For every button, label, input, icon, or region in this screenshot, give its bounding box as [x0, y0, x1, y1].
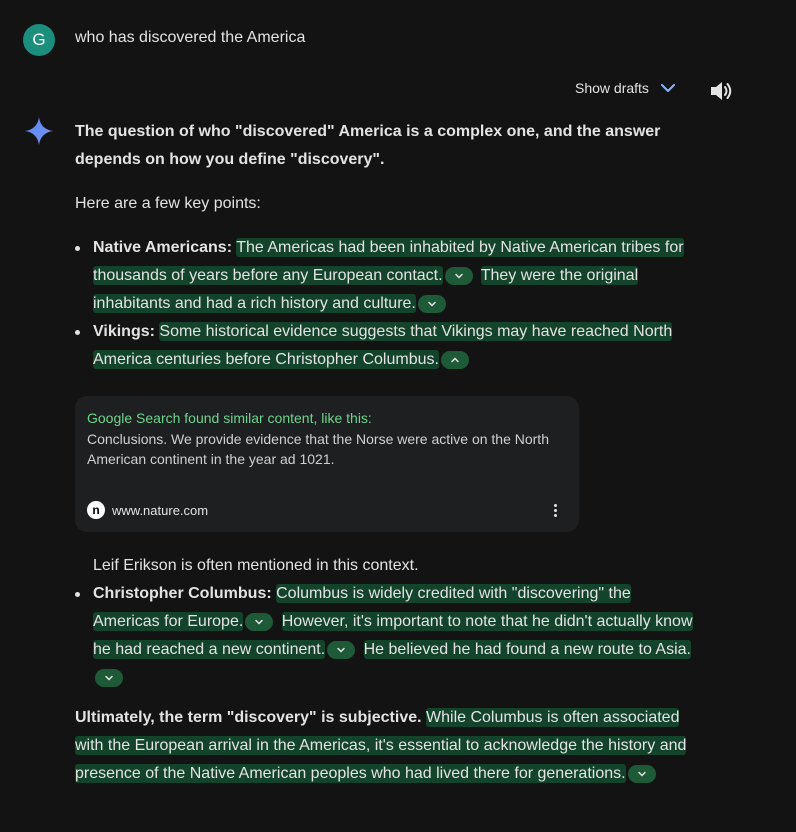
highlighted-segment[interactable]: While Columbus is often associated with the European arrival in the Americas, it's essential to acknowledge the history and presence of the Native American peoples who had lived there for generations. [75, 709, 687, 782]
chevron-up-icon [450, 355, 460, 365]
chevron-down-icon [104, 673, 114, 683]
viking-followup-text: Leif Erikson is often mentioned in this context. [93, 557, 419, 574]
show-drafts-button[interactable] [575, 80, 676, 96]
source-toggle-chip[interactable] [441, 351, 469, 369]
point-title: Native Americans: [93, 239, 233, 256]
response-body-continued [75, 552, 695, 788]
point-title: Vikings: [93, 323, 155, 340]
source-card-heading: Google Search found similar content, like this: [87, 410, 372, 426]
key-points-label: Here are a few key points: [75, 195, 261, 212]
show-drafts-label: Show drafts [575, 80, 649, 96]
response-conclusion [75, 704, 695, 788]
source-card-footer [87, 498, 567, 522]
chevron-down-icon [427, 299, 437, 309]
source-site-link[interactable]: www.nature.com [112, 502, 209, 518]
chevron-down-icon [454, 271, 464, 281]
response-body [75, 118, 695, 374]
key-points-list-continued [75, 580, 695, 692]
chevron-down-icon [336, 645, 346, 655]
highlighted-segment[interactable]: They were the original inhabitants and had a rich history and culture. [93, 267, 639, 312]
source-card-snippet: Conclusions. We provide evidence that the Norse were active on the North American continent in the year ad 1021. [87, 431, 549, 467]
volume-icon[interactable] [709, 80, 733, 102]
conclusion-lead: Ultimately, the term "discovery" is subjective. [75, 709, 422, 726]
source-card[interactable] [75, 396, 579, 532]
response-intro: The question of who "discovered" America is a complex one, and the answer depends on how you define "discovery". [75, 123, 661, 168]
source-toggle-chip[interactable] [628, 765, 656, 783]
avatar[interactable]: G [23, 24, 55, 56]
point-christopher-columbus [75, 580, 695, 692]
more-options-icon[interactable] [545, 500, 565, 520]
highlighted-segment[interactable]: Columbus is widely credited with "discovering" the Americas for Europe. [93, 585, 631, 630]
point-native-americans [75, 234, 695, 318]
site-favicon-icon: n [87, 501, 105, 519]
chevron-down-icon [254, 617, 264, 627]
point-title: Christopher Columbus: [93, 585, 272, 602]
highlighted-segment[interactable]: However, it's important to note that he didn't actually know he had reached a new continent. [93, 613, 693, 658]
highlighted-segment[interactable]: He believed he had found a new route to Asia. [363, 641, 691, 658]
highlighted-segment[interactable]: Some historical evidence suggests that Vikings may have reached North America centuries before Christopher Columbus. [93, 323, 673, 368]
chevron-down-icon [660, 83, 676, 93]
gemini-sparkle-icon [24, 116, 54, 146]
user-query-text: who has discovered the America [75, 29, 306, 46]
source-toggle-chip[interactable] [418, 295, 446, 313]
highlighted-segment[interactable]: The Americas had been inhabited by Native American tribes for thousands of years before any European contact. [93, 239, 684, 284]
source-toggle-chip[interactable] [327, 641, 355, 659]
key-points-list [75, 234, 695, 374]
point-vikings [75, 318, 695, 374]
source-toggle-chip[interactable] [245, 613, 273, 631]
source-toggle-chip[interactable] [445, 267, 473, 285]
chevron-down-icon [637, 769, 647, 779]
user-message-row [23, 24, 55, 56]
source-toggle-chip[interactable] [95, 669, 123, 687]
